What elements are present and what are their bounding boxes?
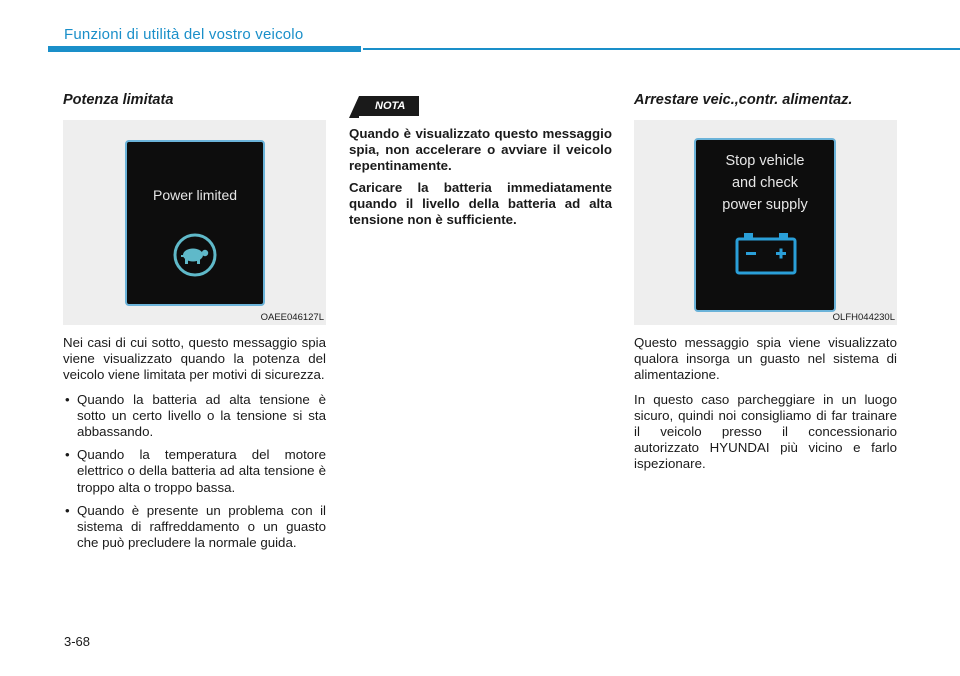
cluster-display [694, 138, 836, 312]
left-column [63, 92, 326, 558]
nota-paragraph: Caricare la batteria immediatamente quando il livello della batteria ad alta tensione non è sufficiente. [349, 180, 612, 227]
stop-vehicle-heading: Arrestare veic.,contr. alimentaz. [634, 92, 853, 108]
list-item: • Quando è presente un problema con il sistema di raffreddamento o un guasto che può precludere la normale guida. [63, 503, 326, 552]
right-column [634, 92, 897, 473]
figure-code: OAEE046127L [260, 312, 324, 323]
power-limited-heading: Potenza limitata [63, 92, 174, 108]
display-line: power supply [722, 197, 808, 213]
display-line: and check [731, 175, 799, 191]
nota-badge: NOTA [359, 96, 419, 116]
display-message [696, 150, 834, 216]
battery-icon [734, 232, 798, 276]
header-rule [363, 48, 960, 50]
list-item: • Quando la temperatura del motore elettrico o della batteria ad alta tensione è troppo alta o troppo bassa. [63, 447, 326, 496]
page-number: 3-68 [64, 634, 91, 649]
stop-vehicle-paragraph: Questo messaggio spia viene visualizzato qualora insorga un guasto nel sistema di alimentazione. [634, 335, 897, 383]
display-line: Stop vehicle [725, 153, 805, 169]
stop-vehicle-figure [634, 120, 897, 325]
list-item: • Quando la batteria ad alta tensione è sotto un certo livello o la tensione si sta abbassando. [63, 392, 326, 441]
power-limited-intro: Nei casi di cui sotto, questo messaggio spia viene visualizzato quando la potenza del veicolo viene limitata per motivi di sicurezza. [63, 335, 326, 383]
power-limited-figure [63, 120, 326, 325]
nota-paragraph: Quando è visualizzato questo messaggio spia, non accelerare o avviare il veicolo repentinamente. [349, 126, 612, 173]
middle-column [349, 96, 612, 228]
section-header-title: Funzioni di utilità del vostro veicolo [64, 26, 304, 43]
figure-code: OLFH044230L [832, 312, 895, 323]
cluster-display [125, 140, 265, 306]
display-message: Power limited [152, 187, 238, 203]
turtle-icon [172, 232, 218, 278]
stop-vehicle-paragraph: In questo caso parcheggiare in un luogo sicuro, quindi noi consigliamo di far trainare il veicolo presso il concessionario autorizzato HYUNDAI più vicino e farlo ispezionare. [634, 391, 897, 472]
header-accent-bar [48, 46, 361, 52]
power-limited-conditions-list [63, 392, 326, 552]
